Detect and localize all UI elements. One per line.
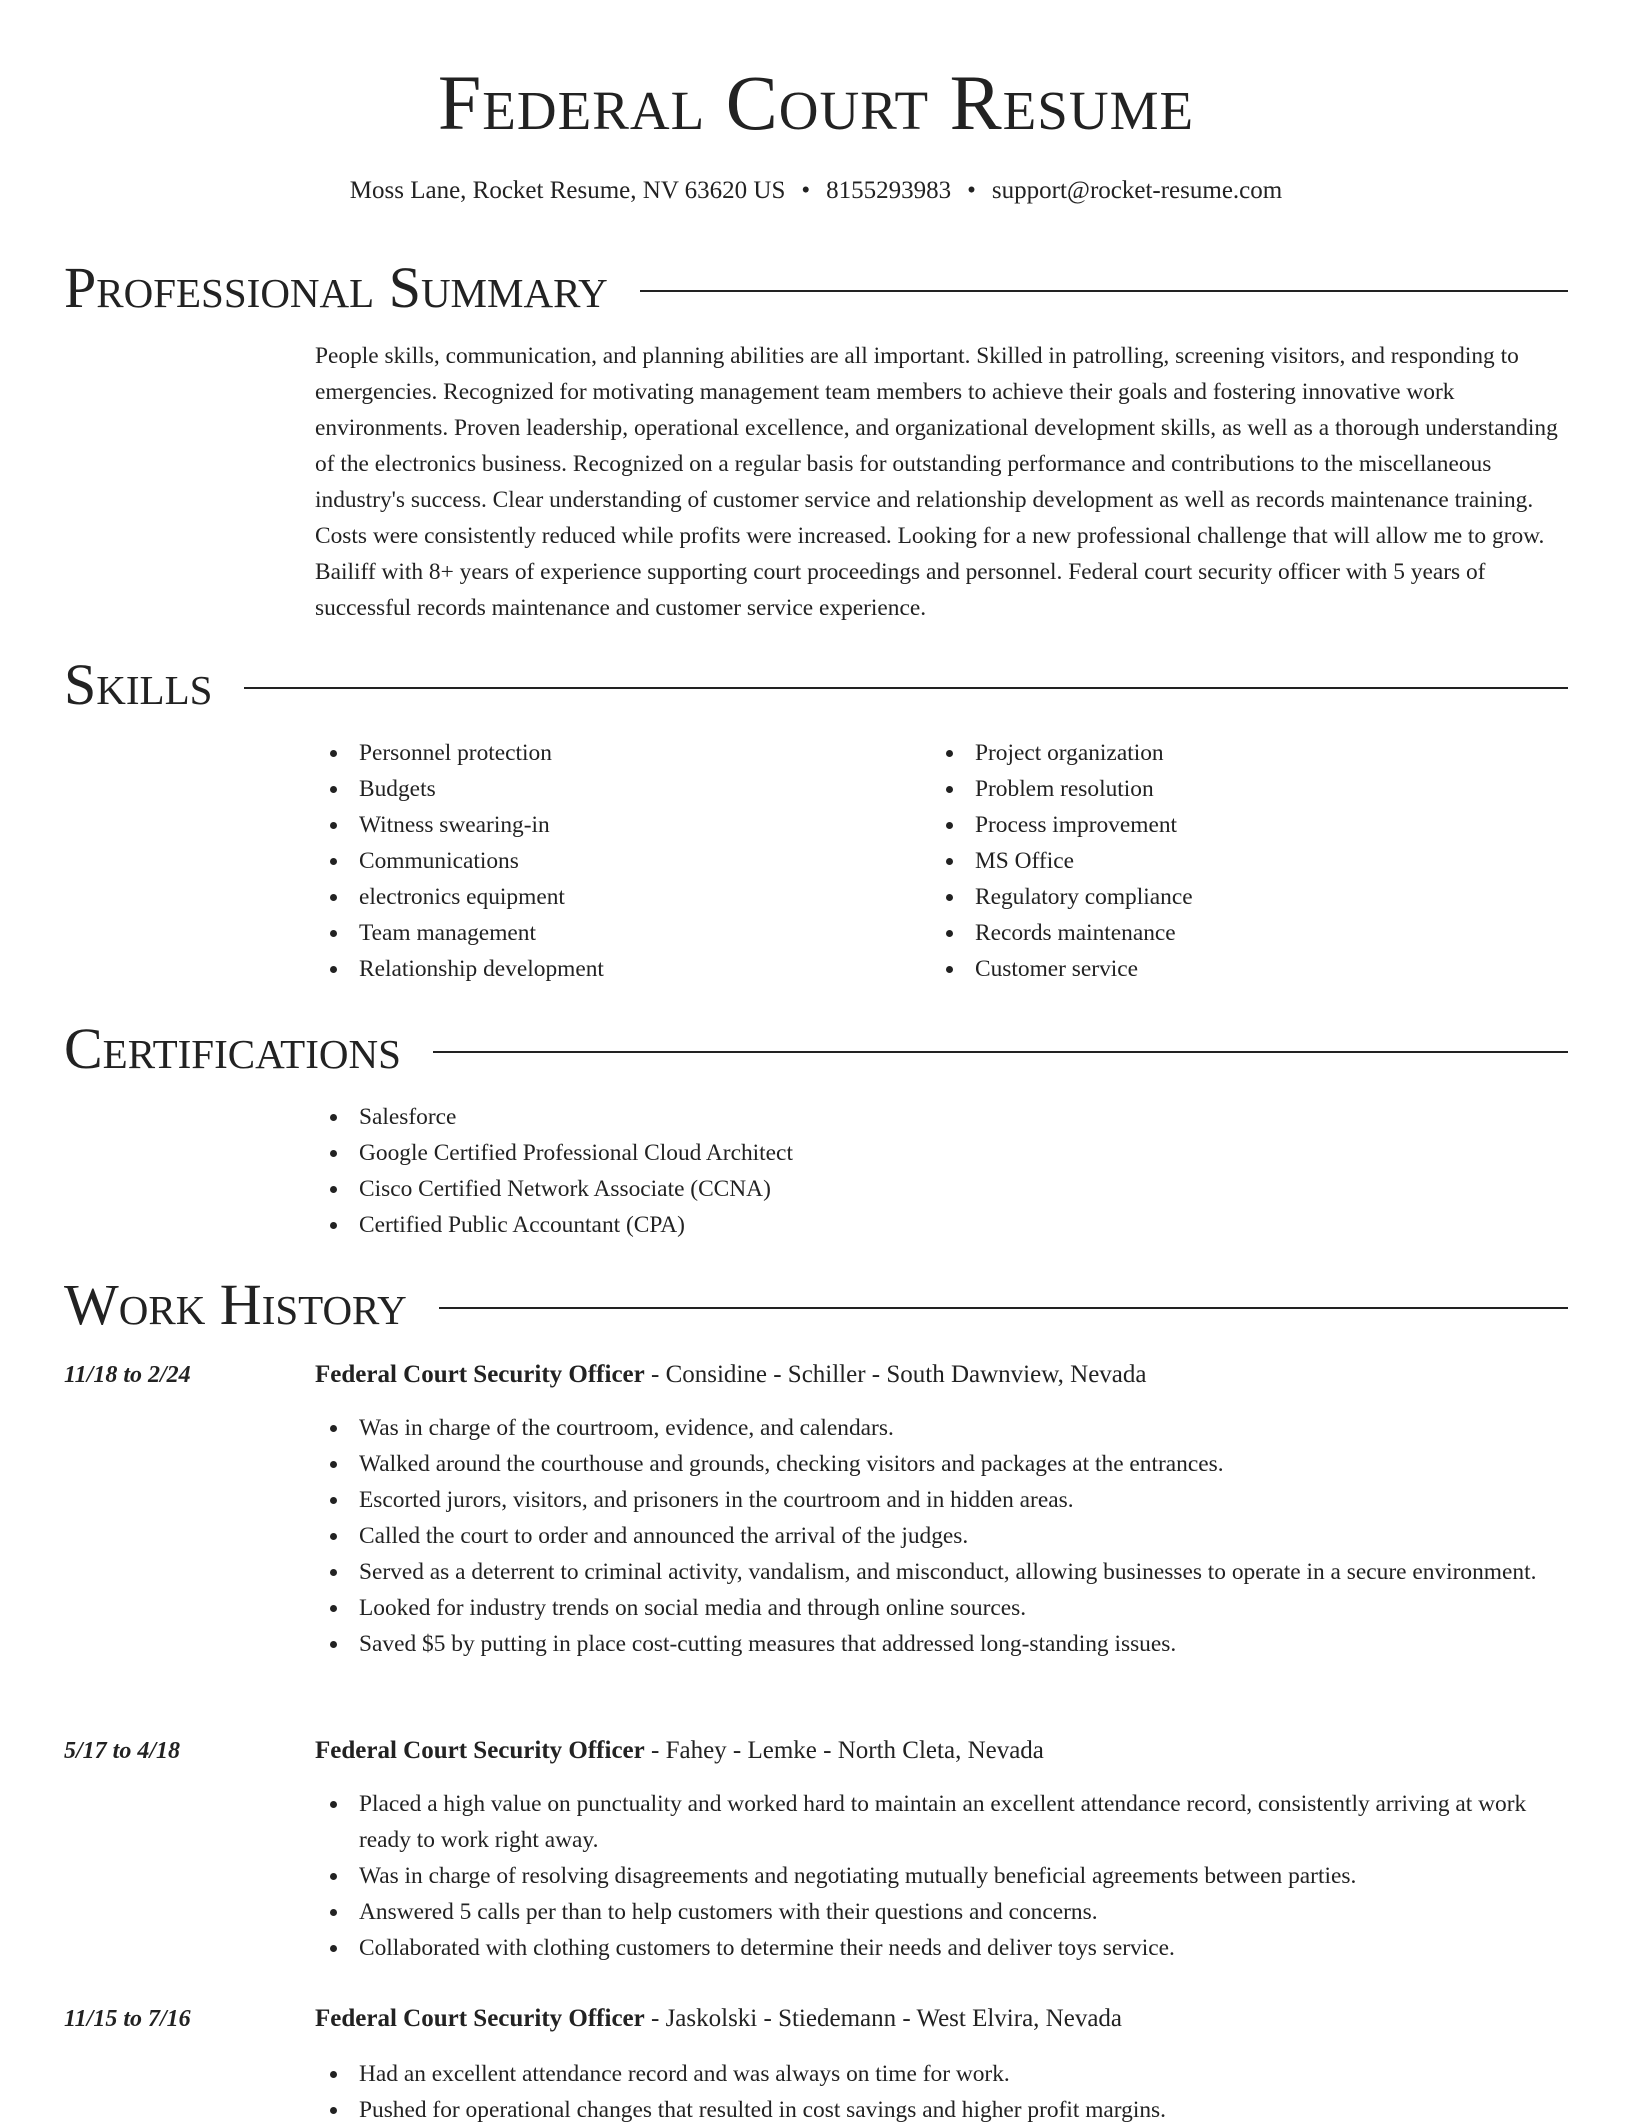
job-heading (315, 1735, 1570, 1767)
skill-item: Personnel protection (315, 735, 915, 771)
section-divider (244, 687, 1568, 689)
skills-section-header (64, 652, 1568, 718)
contact-phone: 8155293983 (826, 177, 952, 204)
job-duties-list (315, 1786, 1570, 1966)
skills-heading: Skills (64, 652, 213, 717)
contact-separator: • (967, 177, 976, 204)
job-duty: Pushed for operational changes that resulted in cost savings and higher profit margins. (315, 2092, 1570, 2128)
certification-item: Google Certified Professional Cloud Architect (315, 1135, 1315, 1171)
job-duty: Had an excellent attendance record and was always on time for work. (315, 2056, 1570, 2092)
certifications-list (315, 1099, 1315, 1243)
skill-item: Records maintenance (931, 915, 1531, 951)
summary-section-header (64, 255, 1568, 321)
job-duty: Collaborated with clothing customers to determine their needs and deliver toys service. (315, 1930, 1570, 1966)
work-heading: Work History (64, 1272, 407, 1337)
job-duty: Answered 5 calls per than to help customers with their questions and concerns. (315, 1894, 1570, 1930)
skills-list-right (931, 735, 1531, 987)
section-divider (640, 290, 1568, 292)
skill-item: electronics equipment (315, 879, 915, 915)
job-duty: Was in charge of the courtroom, evidence, and calendars. (315, 1410, 1570, 1446)
skill-item: Relationship development (315, 951, 915, 987)
job-employer: - Fahey - Lemke - North Cleta, Nevada (644, 1737, 1044, 1764)
summary-text: People skills, communication, and planning abilities are all important. Skilled in patrolling, screening visitors, and responding to emergencies. Recognized for motivating management team members to achieve their goals and fostering innovative work environments. Proven leadership, operational excellence, and organizational development skills, as well as a thorough understanding of the electronics business. Recognized on a regular basis for outstanding performance and contributions to the miscellaneous industry's success. Clear understanding of customer service and relationship development as well as records maintenance training. Costs were consistently reduced while profits were increased. Looking for a new professional challenge that will allow me to grow. Bailiff with 8+ years of experience supporting court proceedings and personnel. Federal court security officer with 5 years of successful records maintenance and customer service experience. (315, 343, 1558, 621)
certification-item: Salesforce (315, 1099, 1315, 1135)
job-duties-list (315, 1410, 1570, 1662)
job-duty: Walked around the courthouse and grounds, checking visitors and packages at the entrances. (315, 1446, 1570, 1482)
skill-item: Communications (315, 843, 915, 879)
contact-email: support@rocket-resume.com (991, 177, 1283, 204)
job-date: 5/17 to 4/18 (64, 1738, 181, 1764)
summary-heading: Professional Summary (64, 255, 608, 320)
job-duty: Was in charge of resolving disagreements and negotiating mutually beneficial agreements between parties. (315, 1858, 1570, 1894)
skill-item: Team management (315, 915, 915, 951)
skill-item: Witness swearing-in (315, 807, 915, 843)
skill-item: Problem resolution (931, 771, 1531, 807)
skills-list-left (315, 735, 915, 987)
skill-item: Budgets (315, 771, 915, 807)
certifications-heading: Certifications (64, 1016, 401, 1081)
job-title: Federal Court Security Officer (315, 1737, 645, 1764)
section-divider (439, 1307, 1568, 1309)
job-employer: - Considine - Schiller - South Dawnview, Nevada (644, 1361, 1147, 1388)
job-date: 11/15 to 7/16 (64, 2006, 191, 2032)
job-heading (315, 1359, 1570, 1391)
skill-item: MS Office (931, 843, 1531, 879)
job-duty: Called the court to order and announced the arrival of the judges. (315, 1518, 1570, 1554)
work-section-header (64, 1272, 1568, 1338)
section-divider (433, 1051, 1568, 1053)
contact-address: Moss Lane, Rocket Resume, NV 63620 US (349, 177, 786, 204)
job-duty: Served as a deterrent to criminal activity, vandalism, and misconduct, allowing businesses to operate in a secure environment. (315, 1554, 1570, 1590)
job-duties-list (315, 2056, 1570, 2128)
job-duty: Escorted jurors, visitors, and prisoners in the courtroom and in hidden areas. (315, 1482, 1570, 1518)
job-duty: Looked for industry trends on social media and through online sources. (315, 1590, 1570, 1626)
resume-title: Federal Court Resume (437, 59, 1195, 146)
job-title: Federal Court Security Officer (315, 1361, 645, 1388)
contact-line (0, 175, 1632, 207)
job-employer: - Jaskolski - Stiedemann - West Elvira, Nevada (644, 2005, 1123, 2032)
certification-item: Certified Public Accountant (CPA) (315, 1207, 1315, 1243)
job-title: Federal Court Security Officer (315, 2005, 645, 2032)
skill-item: Process improvement (931, 807, 1531, 843)
job-duty: Saved $5 by putting in place cost-cutting measures that addressed long-standing issues. (315, 1626, 1570, 1662)
skill-item: Customer service (931, 951, 1531, 987)
certification-item: Cisco Certified Network Associate (CCNA) (315, 1171, 1315, 1207)
job-duty: Placed a high value on punctuality and worked hard to maintain an excellent attendance record, consistently arriving at work ready to work right away. (315, 1786, 1570, 1858)
skill-item: Project organization (931, 735, 1531, 771)
job-heading (315, 2003, 1570, 2035)
skill-item: Regulatory compliance (931, 879, 1531, 915)
job-date: 11/18 to 2/24 (64, 1362, 191, 1388)
contact-separator: • (801, 177, 811, 204)
certifications-section-header (64, 1016, 1568, 1082)
